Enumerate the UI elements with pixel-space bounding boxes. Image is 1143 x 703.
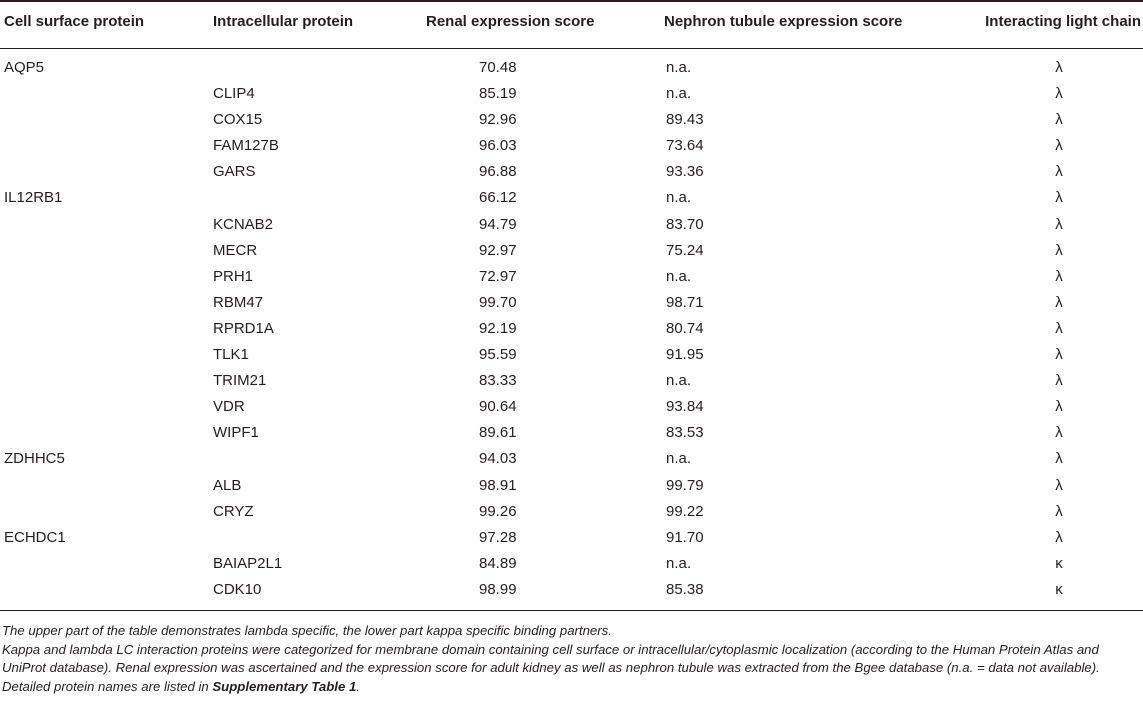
renal-expression-score-cell: 97.28: [479, 528, 517, 546]
table-row: [0, 578, 1143, 604]
intracellular-protein-cell: WIPF1: [213, 424, 259, 442]
table-row: [0, 421, 1143, 447]
renal-expression-score-cell: 98.99: [479, 580, 517, 598]
table-row: [0, 343, 1143, 369]
cell-surface-protein-cell: ZDHHC5: [4, 450, 65, 468]
interacting-light-chain-cell: λ: [1055, 346, 1063, 364]
interacting-light-chain-cell: λ: [1055, 450, 1063, 468]
table-row: [0, 474, 1143, 500]
table-body: [0, 56, 1143, 604]
renal-expression-score-cell: 90.64: [479, 398, 517, 416]
cell-surface-protein-cell: ECHDC1: [4, 528, 66, 546]
intracellular-protein-cell: MECR: [213, 241, 258, 259]
intracellular-protein-cell: RPRD1A: [213, 319, 274, 337]
nephron-tubule-expression-score-cell: 91.95: [666, 346, 704, 364]
table-row: [0, 108, 1143, 134]
renal-expression-score-cell: 92.97: [479, 241, 517, 259]
nephron-tubule-expression-score-cell: n.a.: [666, 267, 692, 285]
renal-expression-score-cell: 94.03: [479, 450, 517, 468]
table-row: [0, 447, 1143, 473]
nephron-tubule-expression-score-cell: 98.71: [666, 293, 704, 311]
cell-surface-protein-cell: AQP5: [4, 59, 45, 76]
table-row: [0, 291, 1143, 317]
table-top-rule: [0, 0, 1143, 2]
renal-expression-score-cell: 92.19: [479, 319, 517, 337]
intracellular-protein-cell: BAIAP2L1: [213, 554, 283, 572]
table-row: [0, 500, 1143, 526]
renal-expression-score-cell: 66.12: [479, 189, 517, 207]
renal-expression-score-cell: 95.59: [479, 346, 517, 364]
nephron-tubule-expression-score-cell: 83.70: [666, 215, 704, 233]
nephron-tubule-expression-score-cell: 91.70: [666, 528, 704, 546]
nephron-tubule-expression-score-cell: n.a.: [666, 189, 692, 207]
intracellular-protein-cell: ALB: [213, 476, 242, 494]
footnote-line-2-text: Kappa and lambda LC interaction proteins were categorized for membrane domain containing cell surface or intracellular/cytoplasmic localization (according to the Human Protein Atlas and UniProt database). Renal expression was ascertained and the expression score for adult kidney as well as nephron tubule was extracted from the Bgee database (n.a. = data not available). Detailed protein names are listed in: [2, 641, 1100, 694]
interacting-light-chain-cell: κ: [1055, 554, 1063, 572]
renal-expression-score-cell: 92.96: [479, 111, 517, 129]
table-row: [0, 526, 1143, 552]
intracellular-protein-cell: GARS: [213, 163, 256, 181]
interacting-light-chain-cell: λ: [1055, 267, 1063, 285]
table-row: [0, 552, 1143, 578]
renal-expression-score-cell: 94.79: [479, 215, 517, 233]
nephron-tubule-expression-score-cell: n.a.: [666, 450, 692, 468]
table-row: [0, 265, 1143, 291]
interacting-light-chain-cell: λ: [1055, 59, 1063, 76]
header-cell-surface-protein: Cell surface protein: [4, 13, 145, 30]
intracellular-protein-cell: FAM127B: [213, 137, 279, 155]
renal-expression-score-cell: 70.48: [479, 59, 517, 76]
renal-expression-score-cell: 96.88: [479, 163, 517, 181]
intracellular-protein-cell: CDK10: [213, 580, 262, 598]
intracellular-protein-cell: CRYZ: [213, 502, 254, 520]
intracellular-protein-cell: TRIM21: [213, 372, 267, 390]
nephron-tubule-expression-score-cell: 99.79: [666, 476, 704, 494]
renal-expression-score-cell: 83.33: [479, 372, 517, 390]
nephron-tubule-expression-score-cell: n.a.: [666, 554, 692, 572]
nephron-tubule-expression-score-cell: 83.53: [666, 424, 704, 442]
footnote-line-2: [2, 641, 1140, 697]
renal-expression-score-cell: 72.97: [479, 267, 517, 285]
interacting-light-chain-cell: λ: [1055, 111, 1063, 129]
header-rule: [0, 48, 1143, 49]
interacting-light-chain-cell: κ: [1055, 580, 1063, 598]
intracellular-protein-cell: KCNAB2: [213, 215, 274, 233]
nephron-tubule-expression-score-cell: 75.24: [666, 241, 704, 259]
intracellular-protein-cell: CLIP4: [213, 85, 255, 103]
renal-expression-score-cell: 89.61: [479, 424, 517, 442]
table-bottom-rule: [0, 610, 1143, 611]
interacting-light-chain-cell: λ: [1055, 319, 1063, 337]
table-row: [0, 134, 1143, 160]
renal-expression-score-cell: 99.70: [479, 293, 517, 311]
supplementary-table-reference: Supplementary Table 1: [212, 678, 357, 694]
nephron-tubule-expression-score-cell: 89.43: [666, 111, 704, 129]
nephron-tubule-expression-score-cell: n.a.: [666, 85, 692, 103]
interacting-light-chain-cell: λ: [1055, 424, 1063, 442]
table-row: [0, 317, 1143, 343]
interacting-light-chain-cell: λ: [1055, 189, 1063, 207]
nephron-tubule-expression-score-cell: 73.64: [666, 137, 704, 155]
table-row: [0, 213, 1143, 239]
footnote-line-1: The upper part of the table demonstrates lambda specific, the lower part kappa specific binding partners.: [2, 623, 612, 638]
intracellular-protein-cell: VDR: [213, 398, 245, 416]
table-row: [0, 186, 1143, 212]
renal-expression-score-cell: 85.19: [479, 85, 517, 103]
footnote-line-2-end: .: [356, 678, 360, 694]
nephron-tubule-expression-score-cell: n.a.: [666, 59, 692, 76]
interacting-light-chain-cell: λ: [1055, 528, 1063, 546]
intracellular-protein-cell: COX15: [213, 111, 263, 129]
renal-expression-score-cell: 99.26: [479, 502, 517, 520]
interacting-light-chain-cell: λ: [1055, 398, 1063, 416]
renal-expression-score-cell: 98.91: [479, 476, 517, 494]
interacting-light-chain-cell: λ: [1055, 163, 1063, 181]
nephron-tubule-expression-score-cell: 80.74: [666, 319, 704, 337]
table-row: [0, 160, 1143, 186]
interacting-light-chain-cell: λ: [1055, 215, 1063, 233]
interacting-light-chain-cell: λ: [1055, 137, 1063, 155]
interacting-light-chain-cell: λ: [1055, 372, 1063, 390]
header-renal-expression-score: Renal expression score: [426, 13, 595, 30]
header-interacting-light-chain: Interacting light chain: [985, 13, 1141, 30]
nephron-tubule-expression-score-cell: 99.22: [666, 502, 704, 520]
interacting-light-chain-cell: λ: [1055, 85, 1063, 103]
table-row: [0, 395, 1143, 421]
table-row: [0, 82, 1143, 108]
interacting-light-chain-cell: λ: [1055, 502, 1063, 520]
nephron-tubule-expression-score-cell: 93.84: [666, 398, 704, 416]
table-row: [0, 56, 1143, 82]
renal-expression-score-cell: 84.89: [479, 554, 517, 572]
header-nephron-tubule-expression-score: Nephron tubule expression score: [664, 13, 903, 30]
renal-expression-score-cell: 96.03: [479, 137, 517, 155]
intracellular-protein-cell: RBM47: [213, 293, 264, 311]
intracellular-protein-cell: TLK1: [213, 346, 249, 364]
nephron-tubule-expression-score-cell: n.a.: [666, 372, 692, 390]
cell-surface-protein-cell: IL12RB1: [4, 189, 63, 207]
interacting-light-chain-cell: λ: [1055, 293, 1063, 311]
interacting-light-chain-cell: λ: [1055, 241, 1063, 259]
nephron-tubule-expression-score-cell: 85.38: [666, 580, 704, 598]
nephron-tubule-expression-score-cell: 93.36: [666, 163, 704, 181]
interacting-light-chain-cell: λ: [1055, 476, 1063, 494]
intracellular-protein-cell: PRH1: [213, 267, 254, 285]
header-intracellular-protein: Intracellular protein: [213, 13, 354, 30]
table-row: [0, 369, 1143, 395]
table-row: [0, 239, 1143, 265]
table-footnote: [2, 622, 1140, 696]
